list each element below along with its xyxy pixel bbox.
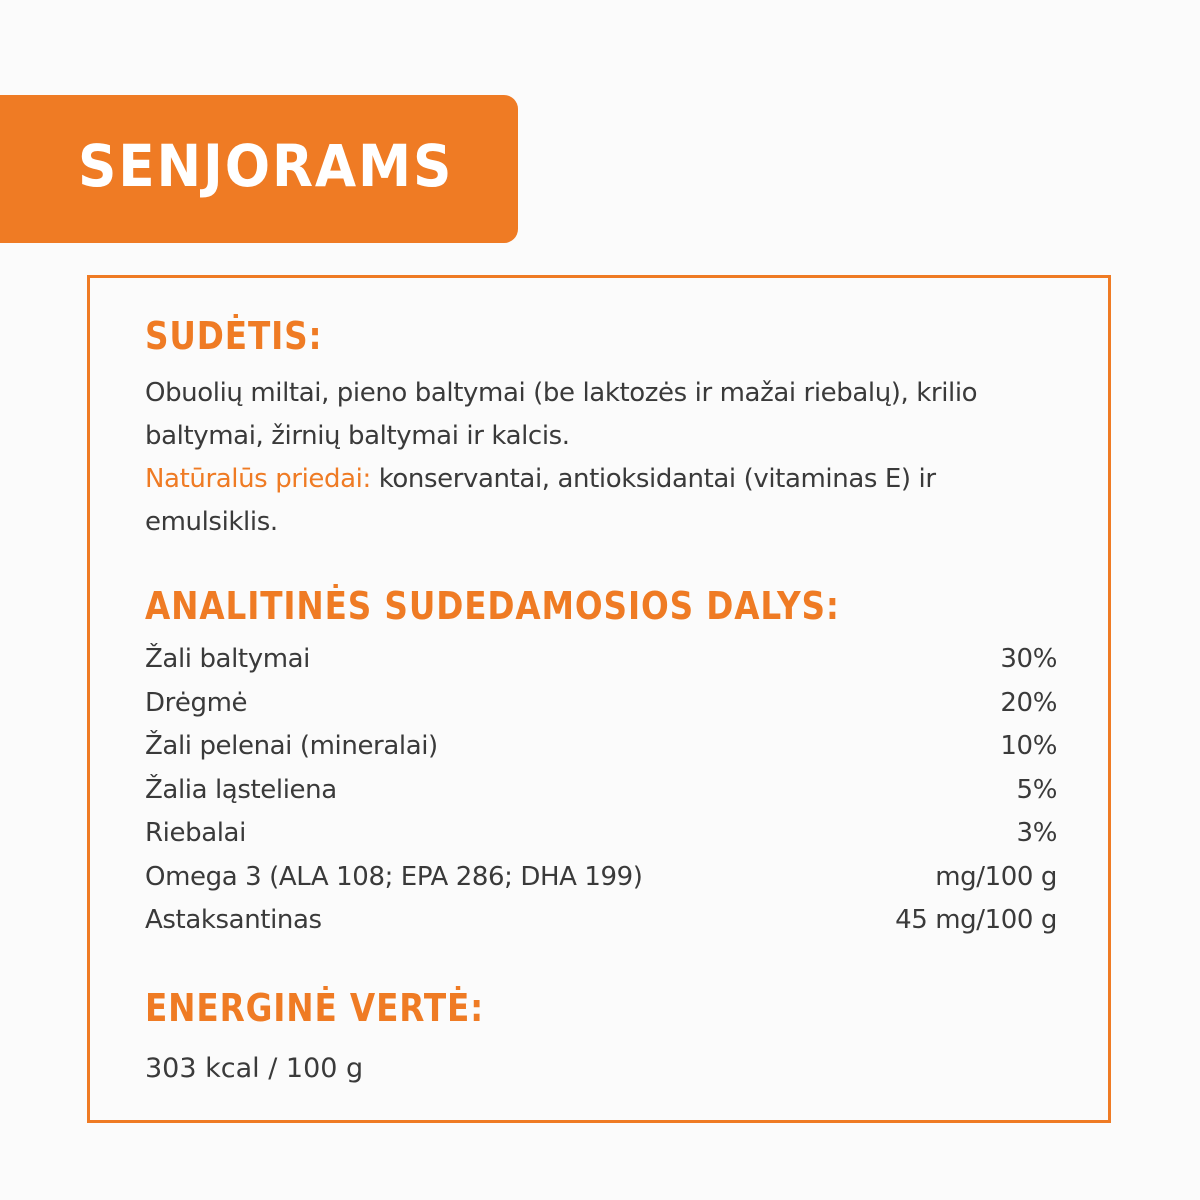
row-value: mg/100 g: [935, 861, 1057, 892]
analytical-table: [145, 638, 1057, 943]
additives-text: [145, 458, 1075, 544]
row-name: Astaksantinas: [145, 905, 322, 935]
additives-list: konservantai, antioksidantai (vitaminas E) ir emulsiklis.: [145, 464, 936, 537]
row-value: 3%: [1016, 818, 1057, 848]
table-row: [145, 638, 1057, 682]
row-value: 45 mg/100 g: [895, 905, 1057, 935]
ingredients-text: Obuolių miltai, pieno baltymai (be laktozės ir mažai riebalų), krilio baltymai, žirnių baltymai ir kalcis.: [145, 378, 978, 451]
table-row: [145, 856, 1057, 900]
table-row: [145, 769, 1057, 813]
additives-label: Natūralūs priedai:: [145, 464, 371, 494]
row-value: 10%: [1000, 731, 1057, 761]
row-value: 5%: [1016, 774, 1057, 805]
energy-heading: ENERGINĖ VERTĖ:: [145, 986, 485, 1030]
row-value: 20%: [1000, 687, 1057, 718]
row-value: 30%: [1000, 644, 1057, 674]
row-name: Riebalai: [145, 818, 246, 848]
composition-heading: SUDĖTIS:: [145, 314, 323, 358]
energy-value: 303 kcal / 100 g: [145, 1053, 364, 1084]
row-name: Omega 3 (ALA 108; EPA 286; DHA 199): [145, 861, 643, 892]
row-name: Žali pelenai (mineralai): [145, 731, 438, 761]
table-row: [145, 682, 1057, 726]
banner-title: SENJORAMS: [78, 132, 454, 200]
table-row: [145, 899, 1057, 943]
table-row: [145, 725, 1057, 769]
row-name: Drėgmė: [145, 687, 248, 718]
row-name: Žalia ląsteliena: [145, 774, 337, 805]
analytical-heading: ANALITINĖS SUDEDAMOSIOS DALYS:: [145, 584, 840, 628]
row-name: Žali baltymai: [145, 644, 310, 674]
table-row: [145, 812, 1057, 856]
